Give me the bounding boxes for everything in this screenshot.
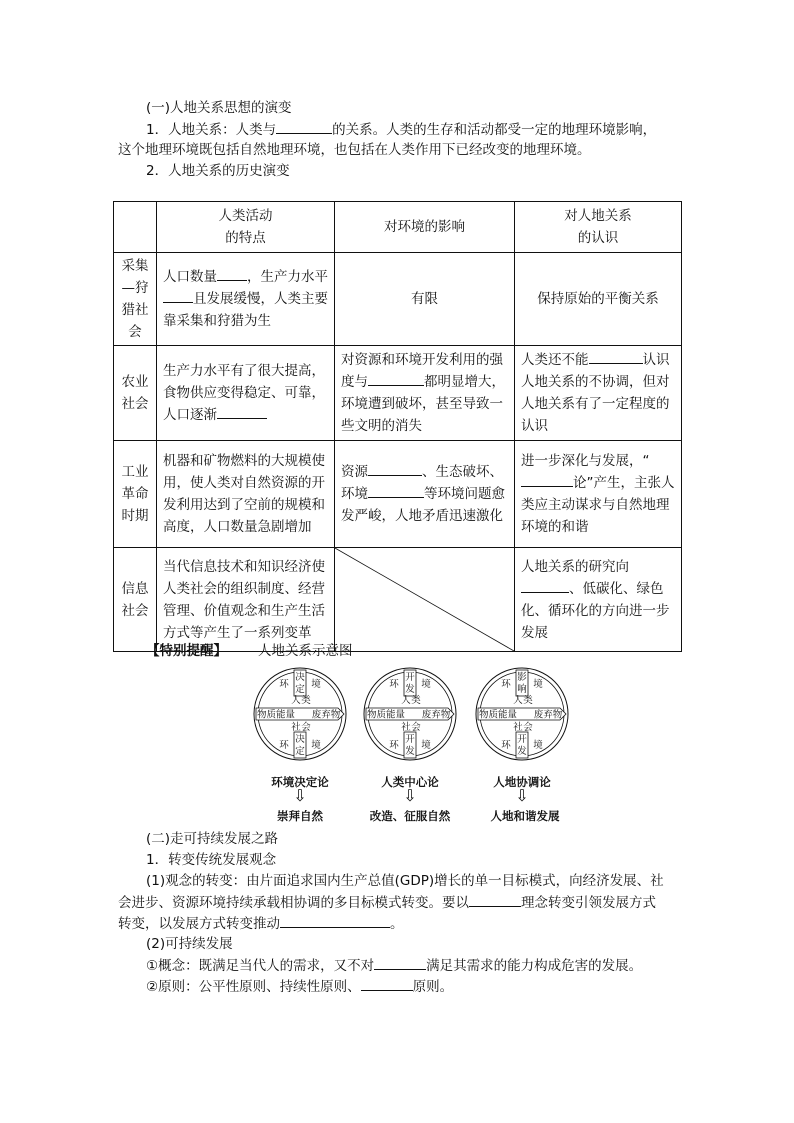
diagonal-line xyxy=(335,548,514,651)
env-label: 境 xyxy=(533,740,543,751)
top-char: 决 xyxy=(295,672,305,683)
result-label: 改造、征服自然 xyxy=(369,809,451,823)
env-label: 境 xyxy=(421,740,431,751)
text: 原则。 xyxy=(412,979,454,995)
row-view: 保持原始的平衡关系 xyxy=(515,253,682,346)
history-table xyxy=(113,201,682,652)
human-earth-diagram xyxy=(245,666,575,826)
text: 论”产生，主张人类应主动谋求与自然地理环境的和谐 xyxy=(521,475,675,535)
top-char: 开 xyxy=(405,672,415,683)
p1-line3 xyxy=(118,913,404,934)
text: 。 xyxy=(390,916,404,932)
row-stage: 工业革命时期 xyxy=(114,441,157,548)
bottom-char: 定 xyxy=(295,746,305,757)
text: 、低碳化、绿色化、循环化的方向进一步发展 xyxy=(521,580,670,641)
env-label: 环 xyxy=(389,679,399,690)
result-label: 崇拜自然 xyxy=(277,809,323,823)
text: 生产力水平有了很大提高，食物供应变得稳定、可靠，人口逐渐 xyxy=(163,363,325,423)
env-label: 环 xyxy=(501,679,511,690)
table-row xyxy=(114,548,682,652)
text: 转变，以发展方式转变推动 xyxy=(118,916,280,932)
text: 都明显增大，环境遭到破坏，甚至导致一些文明的消失 xyxy=(341,374,505,434)
down-arrow-icon: ⇩ xyxy=(403,786,417,805)
table-row xyxy=(114,441,682,548)
row-view xyxy=(515,346,682,441)
input-label: 物质能量 xyxy=(256,709,296,721)
human-label: 人 xyxy=(513,695,523,706)
diagram-svg xyxy=(245,666,575,762)
top-char: 响 xyxy=(517,684,527,695)
text: 人地关系的研究向 xyxy=(521,558,629,575)
human-label: 人 xyxy=(291,695,301,706)
theory-label: 人地协调论 xyxy=(493,775,551,789)
fill-blank[interactable] xyxy=(163,288,193,303)
human-label: 类 xyxy=(411,695,421,706)
fill-blank[interactable] xyxy=(217,266,247,281)
fill-blank[interactable] xyxy=(368,461,422,476)
text: 人口数量 xyxy=(163,269,217,285)
human-label: 人 xyxy=(401,695,411,706)
human-label: 类 xyxy=(301,695,311,706)
text: ①概念：既满足当代人的需求，又不对 xyxy=(146,958,375,974)
header-view: 对人地关系 的认识 xyxy=(515,202,682,253)
fill-blank[interactable] xyxy=(521,578,569,593)
fill-blank[interactable] xyxy=(469,892,521,907)
society-label: 会 xyxy=(523,722,533,733)
row-view xyxy=(515,548,682,652)
item1-prefix: 1．人地关系：人类与 xyxy=(146,122,277,138)
fill-blank[interactable] xyxy=(276,119,332,134)
fill-blank[interactable] xyxy=(280,913,390,928)
item1-line xyxy=(146,119,656,140)
fill-blank[interactable] xyxy=(374,955,426,970)
top-char: 发 xyxy=(405,684,415,695)
env-label: 境 xyxy=(421,679,431,690)
society-label: 社 xyxy=(513,722,523,733)
text: 进一步深化与发展，“ xyxy=(521,453,650,469)
section2-heading: (二)走可持续发展之路 xyxy=(146,831,279,847)
theory-label: 人类中心论 xyxy=(381,775,439,789)
text: 会进步、资源环境持续承载相协调的多目标模式转变。要以 xyxy=(118,895,469,911)
env-label: 环 xyxy=(389,740,399,751)
header-stage xyxy=(114,202,157,253)
theory-label: 环境决定论 xyxy=(271,775,329,789)
input-label: 物质能量 xyxy=(478,709,518,721)
fill-blank[interactable] xyxy=(368,483,424,498)
row-impact xyxy=(335,346,515,441)
env-label: 境 xyxy=(311,679,321,690)
fill-blank[interactable] xyxy=(361,976,413,991)
env-label: 环 xyxy=(279,679,289,690)
text: 理念转变引领发展方式 xyxy=(521,895,656,911)
text: 、生态破坏、环境 xyxy=(341,464,503,502)
row-stage: 信息社会 xyxy=(114,548,157,652)
text: 资源 xyxy=(341,464,368,480)
p1-line1: (1)观念的转变：由片面追求国内生产总值(GDP)增长的单一目标模式，向经济发展、社 xyxy=(146,873,664,889)
text: ②原则：公平性原则、持续性原则、 xyxy=(146,979,361,995)
fill-blank[interactable] xyxy=(368,371,424,386)
bottom-char: 开 xyxy=(517,734,527,745)
reminder-tag: 【特别提醒】 xyxy=(146,643,227,659)
down-arrow-icon: ⇩ xyxy=(293,786,307,805)
text: 认识人地关系的不协调，但对人地关系有了一定程度的认识 xyxy=(521,352,670,434)
text: 对资源和环境开发利用的强度与 xyxy=(341,352,503,390)
row-activity xyxy=(157,346,335,441)
header-activity: 人类活动 的特点 xyxy=(157,202,335,253)
text: 等环境问题愈发严峻，人地矛盾迅速激化 xyxy=(341,486,505,524)
fill-blank[interactable] xyxy=(521,472,573,487)
item2-line: 2．人地关系的历史演变 xyxy=(146,163,290,179)
text: 且发展缓慢，人类主要靠采集和狩猎为生 xyxy=(163,291,328,329)
p3-line xyxy=(146,955,642,976)
bottom-char: 发 xyxy=(517,746,527,757)
output-label: 废弃物 xyxy=(311,709,341,721)
society-label: 会 xyxy=(411,722,421,733)
item1-line2: 这个地理环境既包括自然地理环境，也包括在人类作用下已经改变的地理环境。 xyxy=(118,142,591,158)
section1-heading: (一)人地关系思想的演变 xyxy=(146,100,292,116)
result-label: 人地和谐发展 xyxy=(490,809,560,823)
row-impact: 有限 xyxy=(335,253,515,346)
p2-line: (2)可持续发展 xyxy=(146,936,233,952)
table-row xyxy=(114,346,682,441)
society-label: 会 xyxy=(301,722,311,733)
text: ，生产力水平 xyxy=(247,269,328,285)
env-label: 环 xyxy=(501,740,511,751)
input-label: 物质能量 xyxy=(366,709,406,721)
p1-line2 xyxy=(118,892,656,913)
table-row xyxy=(114,253,682,346)
item1-suffix: 的关系。人类的生存和活动都受一定的地理环境影响， xyxy=(332,122,657,138)
society-label: 社 xyxy=(401,722,411,733)
row-impact xyxy=(335,441,515,548)
text: 人类还不能 xyxy=(521,352,589,368)
env-label: 境 xyxy=(533,679,543,690)
row-view xyxy=(515,441,682,548)
top-char: 定 xyxy=(295,684,305,695)
human-label: 类 xyxy=(523,695,533,706)
bottom-char: 决 xyxy=(295,734,305,745)
row-stage: 采集—狩猎社会 xyxy=(114,253,157,346)
env-label: 环 xyxy=(279,740,289,751)
env-label: 境 xyxy=(311,740,321,751)
output-label: 废弃物 xyxy=(421,709,451,721)
bottom-char: 开 xyxy=(405,734,415,745)
down-arrow-icon: ⇩ xyxy=(515,786,529,805)
row-activity: 机器和矿物燃料的大规模使用，使人类对自然资源的开发利用达到了空前的规模和高度，人口数量急剧增加 xyxy=(157,441,335,548)
diagonal-cell xyxy=(335,548,515,652)
text: 满足其需求的能力构成危害的发展。 xyxy=(426,958,643,974)
top-char: 影 xyxy=(517,672,527,683)
row-activity xyxy=(157,253,335,346)
table-header-row xyxy=(114,202,682,253)
p4-line xyxy=(146,976,453,997)
bottom-char: 发 xyxy=(405,746,415,757)
fill-blank[interactable] xyxy=(217,404,267,419)
section2-item1: 1．转变传统发展观念 xyxy=(146,852,277,868)
row-activity: 当代信息技术和知识经济使人类社会的组织制度、经营管理、价值观念和生产生活方式等产生了一系列变革 xyxy=(157,548,335,652)
output-label: 废弃物 xyxy=(533,709,563,721)
header-impact: 对环境的影响 xyxy=(335,202,515,253)
fill-blank[interactable] xyxy=(589,349,643,364)
society-label: 社 xyxy=(291,722,301,733)
row-stage: 农业社会 xyxy=(114,346,157,441)
reminder-title: 人地关系示意图 xyxy=(258,643,353,659)
